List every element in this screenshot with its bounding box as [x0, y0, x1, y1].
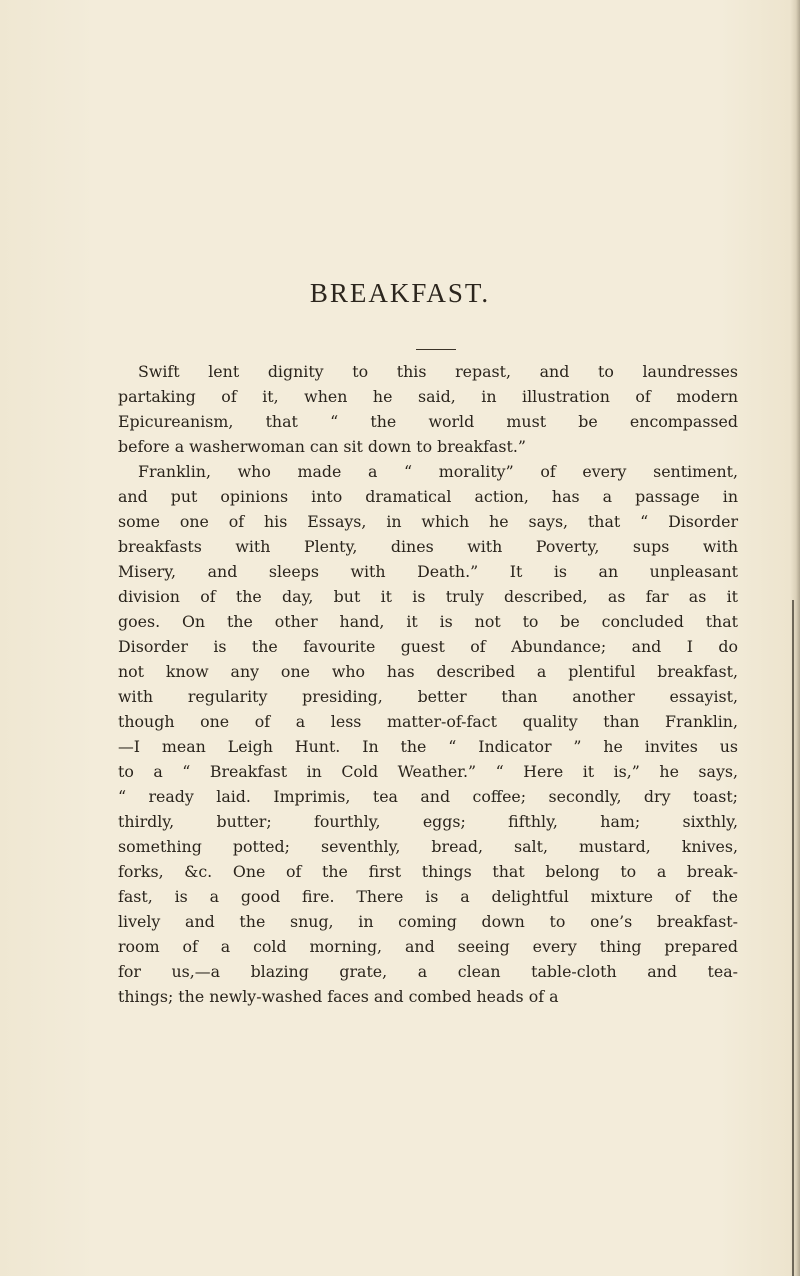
page-edge-line: [792, 600, 794, 1276]
text-line: forks, &c. One of the first things that belong to a break-: [118, 862, 738, 881]
text-line: and put opinions into dramatical action, has a passage in: [118, 487, 738, 506]
body-text: [118, 359, 738, 1009]
text-line: thirdly, butter; fourthly, eggs; fifthly, ham; sixthly,: [118, 812, 738, 831]
text-line: to a “ Breakfast in Cold Weather.” “ Here it is,” he says,: [118, 762, 738, 781]
text-line: though one of a less matter-of-fact quality than Franklin,: [118, 712, 738, 731]
text-line: something potted; seventhly, bread, salt, mustard, knives,: [118, 837, 738, 856]
text-line: before a washerwoman can sit down to breakfast.”: [118, 437, 526, 456]
text-line: Franklin, who made a “ morality” of every sentiment,: [138, 462, 738, 481]
text-line: room of a cold morning, and seeing every thing prepared: [118, 937, 738, 956]
text-line: not know any one who has described a plentiful breakfast,: [118, 662, 738, 681]
text-line: things; the newly-washed faces and combed heads of a: [118, 987, 559, 1006]
text-line: Epicureanism, that “ the world must be encompassed: [118, 412, 738, 431]
text-line: Misery, and sleeps with Death.” It is an unpleasant: [118, 562, 738, 581]
text-line: lively and the snug, in coming down to one’s breakfast-: [118, 912, 738, 931]
text-line: for us,—a blazing grate, a clean table-cloth and tea-: [118, 962, 738, 981]
text-line: fast, is a good fire. There is a delightful mixture of the: [118, 887, 738, 906]
title-divider: [416, 349, 456, 350]
text-line: —I mean Leigh Hunt. In the “ Indicator ” he invites us: [118, 737, 738, 756]
text-line: Disorder is the favourite guest of Abundance; and I do: [118, 637, 738, 656]
text-line: partaking of it, when he said, in illustration of modern: [118, 387, 738, 406]
text-line: Swift lent dignity to this repast, and to laundresses: [138, 362, 738, 381]
chapter-title: BREAKFAST.: [309, 278, 491, 308]
text-line: with regularity presiding, better than another essayist,: [118, 687, 738, 706]
text-line: some one of his Essays, in which he says, that “ Disorder: [118, 512, 738, 531]
text-line: breakfasts with Plenty, dines with Poverty, sups with: [118, 537, 738, 556]
text-line: division of the day, but it is truly described, as far as it: [118, 587, 738, 606]
text-line: goes. On the other hand, it is not to be concluded that: [118, 612, 738, 631]
text-line: “ ready laid. Imprimis, tea and coffee; secondly, dry toast;: [118, 787, 738, 806]
